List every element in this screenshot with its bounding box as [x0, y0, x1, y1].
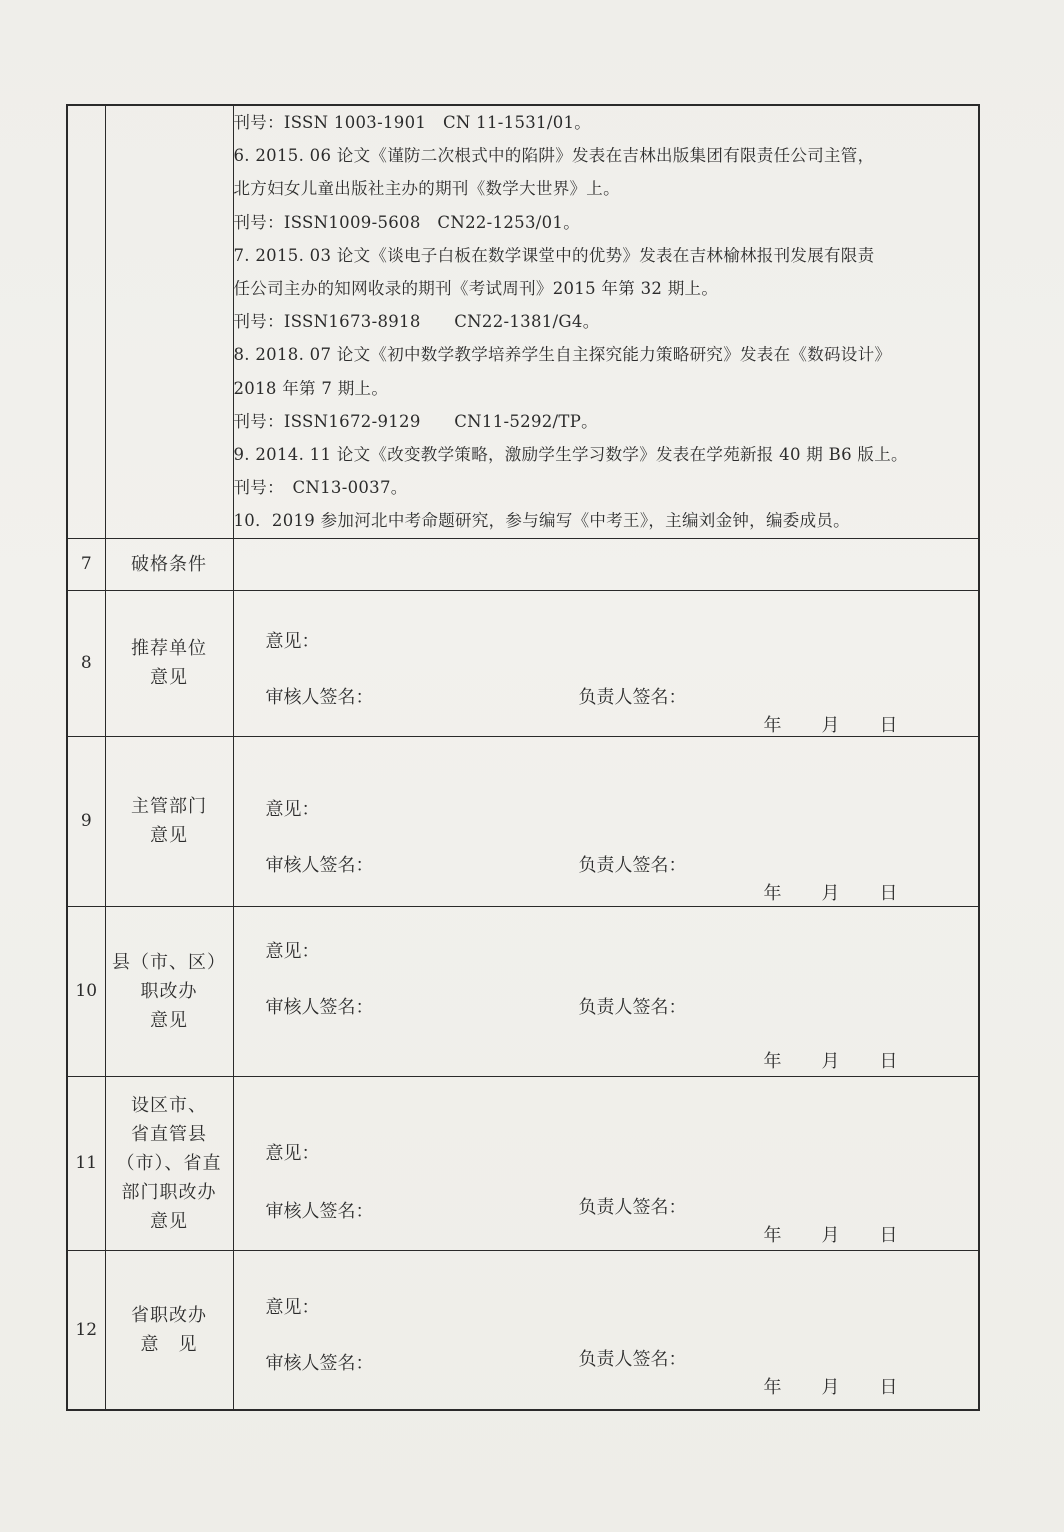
row-item-label: [105, 906, 233, 1076]
reviewer-signature-label: 审核人签名：: [265, 1352, 374, 1374]
opinion-label: 意见：: [265, 630, 320, 652]
content-line: 6. 2015. 06 论文《谨防二次根式中的陷阱》发表在吉林出版集团有限责任公司主管，: [233, 146, 875, 166]
row-item-label: [105, 736, 233, 906]
date-line: [764, 879, 938, 905]
reviewer-signature-label: 审核人签名：: [265, 996, 374, 1018]
content-line: 刊号：ISSN1009-5608 CN22-1253/01。: [233, 212, 581, 232]
content-line: 2018 年第 7 期上。: [233, 378, 389, 398]
row-number: 8: [67, 590, 105, 736]
table-row: [67, 590, 979, 736]
row-number: 10: [67, 906, 105, 1076]
opinion-field[interactable]: [233, 736, 979, 906]
opinion-field[interactable]: [233, 1076, 979, 1250]
exception-conditions-field[interactable]: [233, 538, 979, 590]
content-line: 8. 2018. 07 论文《初中数学教学培养学生自主探究能力策略研究》发表在《数码设计》: [233, 345, 892, 365]
row-number: 11: [67, 1076, 105, 1250]
opinion-label: 意见：: [265, 1142, 320, 1164]
day-label: 日: [879, 1050, 898, 1072]
head-signature-label: 负责人签名：: [578, 996, 687, 1018]
month-label: 月: [821, 714, 840, 736]
content-line: 北方妇女儿童出版社主办的期刊《数学大世界》上。: [233, 179, 620, 199]
item-label-line: 设区市、: [131, 1094, 207, 1116]
item-label-line: 意见: [150, 1210, 188, 1232]
day-label: 日: [879, 714, 898, 736]
table-row: [67, 538, 979, 590]
content-line: 刊号：ISSN 1003-1901 CN 11-1531/01。: [233, 113, 592, 132]
day-label: 日: [879, 1376, 898, 1398]
item-label-line: 省职改办: [131, 1304, 207, 1326]
row-item-label: [105, 1250, 233, 1410]
item-label-line: 意见: [150, 825, 188, 847]
table-row: [67, 1076, 979, 1250]
day-label: 日: [879, 882, 898, 904]
content-line: 9. 2014. 11 论文《改变教学策略，激励学生学习数学》发表在学苑新报 40 期 B6 版上。: [233, 445, 908, 465]
year-label: 年: [763, 1376, 782, 1398]
content-line: 7. 2015. 03 论文《谈电子白板在数学课堂中的优势》发表在吉林榆林报刊发展有限责: [233, 245, 875, 265]
row-number: 12: [67, 1250, 105, 1410]
row-number: 7: [67, 538, 105, 590]
date-line: [764, 1373, 938, 1399]
item-label-line: 省直管县: [131, 1123, 207, 1145]
row-item-cell: [105, 105, 233, 538]
row-item-label: 破格条件: [105, 538, 233, 590]
month-label: 月: [821, 1376, 840, 1398]
table-row: [67, 736, 979, 906]
head-signature-label: 负责人签名：: [578, 854, 687, 876]
head-signature-label: 负责人签名：: [578, 1196, 687, 1218]
item-label-line: 主管部门: [131, 796, 207, 818]
item-label-line: 县（市、区）: [112, 951, 226, 973]
date-line: [764, 1047, 938, 1073]
opinion-label: 意见：: [265, 940, 320, 962]
item-label-line: 意 见: [140, 1333, 198, 1355]
year-label: 年: [763, 1050, 782, 1072]
reviewer-signature-label: 审核人签名：: [265, 686, 374, 708]
year-label: 年: [763, 714, 782, 736]
month-label: 月: [821, 882, 840, 904]
item-label-line: 意见: [150, 667, 188, 689]
reviewer-signature-label: 审核人签名：: [265, 854, 374, 876]
item-label-line: 职改办: [140, 980, 198, 1002]
content-line: 刊号：ISSN1673-8918 CN22-1381/G4。: [233, 312, 600, 332]
item-label-line: （市）、省直: [116, 1152, 222, 1174]
head-signature-label: 负责人签名：: [578, 1348, 687, 1370]
table-row: [67, 906, 979, 1076]
month-label: 月: [821, 1224, 840, 1246]
row-item-label: [105, 1076, 233, 1250]
row-number: 9: [67, 736, 105, 906]
content-line: 刊号：ISSN1672-9129 CN11-5292/TP。: [233, 411, 598, 431]
item-label-line: 意见: [150, 1009, 188, 1031]
year-label: 年: [763, 1224, 782, 1246]
head-signature-label: 负责人签名：: [578, 686, 687, 708]
content-line: 刊号： CN13-0037。: [233, 478, 408, 498]
date-line: [764, 711, 938, 737]
application-form-table: [66, 104, 980, 1411]
row-item-label: [105, 590, 233, 736]
row-number-cell: [67, 105, 105, 538]
item-label-line: 推荐单位: [131, 638, 207, 660]
opinion-field[interactable]: [233, 590, 979, 736]
papers-content-cell: [233, 105, 979, 538]
month-label: 月: [821, 1050, 840, 1072]
year-label: 年: [763, 882, 782, 904]
table-row: [67, 105, 979, 538]
content-line: 10．2019 参加河北中考命题研究，参与编写《中考王》，主编刘金钟，编委成员。: [233, 511, 850, 531]
content-line: 任公司主办的知网收录的期刊《考试周刊》2015 年第 32 期上。: [233, 279, 719, 299]
date-line: [764, 1221, 938, 1247]
opinion-label: 意见：: [265, 798, 320, 820]
reviewer-signature-label: 审核人签名：: [265, 1200, 374, 1222]
table-row: [67, 1250, 979, 1410]
opinion-field[interactable]: [233, 906, 979, 1076]
item-label-line: 部门职改办: [121, 1181, 217, 1203]
day-label: 日: [879, 1224, 898, 1246]
opinion-field[interactable]: [233, 1250, 979, 1410]
opinion-label: 意见：: [265, 1296, 320, 1318]
